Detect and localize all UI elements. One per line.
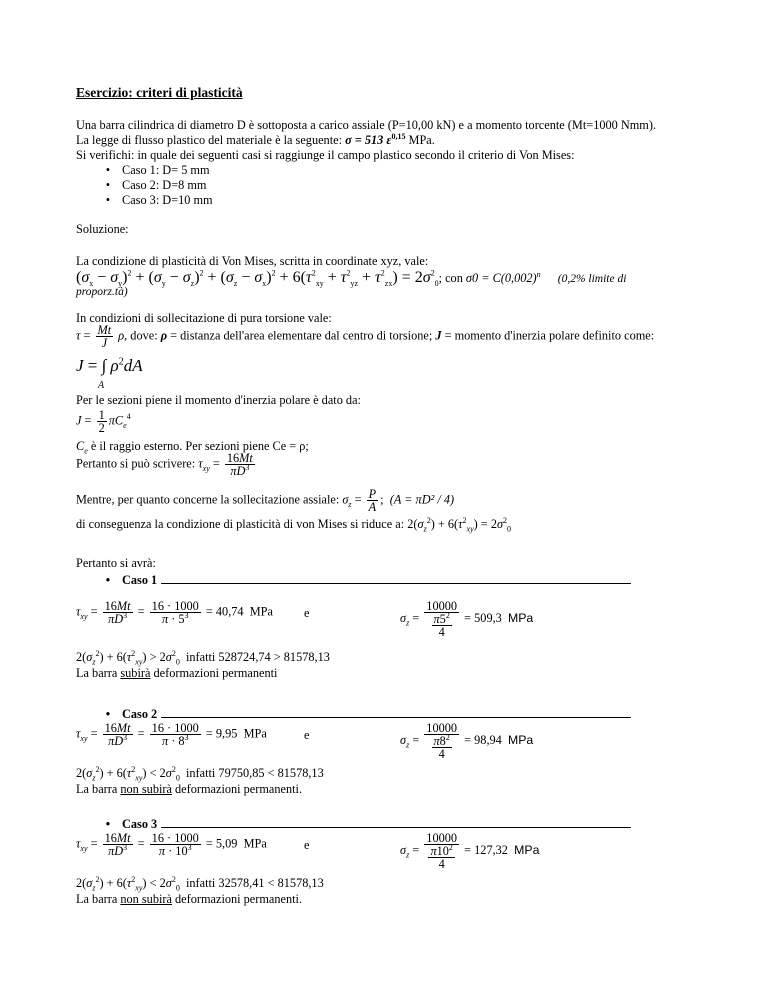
solution-label: Soluzione: (76, 222, 129, 236)
flow-law-formula: σ = 513 ε (345, 133, 392, 147)
torsion-intro: In condizioni di sollecitazione di pura torsione vale: (76, 311, 332, 325)
torsion-formula-line: τ = $\frac{Mt}{J}$ ρ, dove: ρ = distanza dell'area elementare dal centro di torsione; J = momento d'inerzia polare definito come: (76, 323, 655, 350)
case-list-item: • Caso 2: D=8 mm (105, 178, 207, 192)
case-2-result: La barra non subirà deformazioni permanenti. (76, 782, 303, 796)
intro-line-3: Si verifichi: in quale dei seguenti casi si raggiunge il campo plastico secondo il criterio di Von Mises: (76, 148, 575, 162)
von-mises-equation: $(\sigma_x - \sigma_y)^2 + (\sigma_y - \sigma_z)^2 + (\sigma_z - \sigma_x)^2 + 6(\tau^2_{xy} + \tau^2_{yz} + \tau^2_{zx}) = 2\sigma^2_0$; con $\sigma 0 = C(0,002)^n$ (0,2% limite di (76, 268, 627, 289)
case-heading-2: • Caso 2 (76, 705, 631, 722)
case-2-sigma: $\sigma_z$ = $\frac{10000}{\frac{\pi 8^2}{4}}$ = 98,94 MPa (400, 721, 534, 761)
case-3-sigma: $\sigma_z$ = $\frac{10000}{\frac{\pi 10^2}{4}}$ = 127,32 MPa (400, 831, 540, 871)
vm-note-2: proporz.tà) (76, 286, 128, 298)
case-heading-3: • Caso 3 (76, 815, 631, 832)
polar-formula: J = $\frac{1}{2}$ $\pi C_e^4$ (76, 408, 131, 435)
case-3-result: La barra non subirà deformazioni permanenti. (76, 892, 303, 906)
intro-line-2: La legge di flusso plastico del materiale è la seguente: σ = 513 $\varepsilon^{0,15}$ MPa. (76, 131, 435, 147)
case-2-check: $2(\sigma_z^2) + 6(\tau^2_{xy}) < 2\sigma^2_0$ infatti 79750,85 < 81578,13 (76, 764, 324, 783)
case-2-tau: $\tau_{xy}$ = $\frac{16Mt}{\pi D^3}$ = $\frac{16 \cdot 1000}{\pi \cdot 8^3}$ = 9,95 MPa (76, 721, 267, 748)
pertanto-avra: Pertanto si avrà: (76, 556, 156, 570)
tau-formula-line: Pertanto si può scrivere: $\tau_{xy}$ = $\frac{16Mt}{\pi D^3}$ (76, 451, 253, 478)
case-1-sigma: $\sigma_z$ = $\frac{10000}{\frac{\pi 5^2}{4}}$ = 509,3 MPa (400, 599, 534, 639)
case-1-result: La barra subirà deformazioni permanenti (76, 666, 278, 680)
vm-intro-text: La condizione di plasticità di Von Mises, scritta in coordinate xyz, vale: (76, 254, 429, 268)
document-title: Esercizio: criteri di plasticità (76, 85, 243, 100)
axial-line: Mentre, per quanto concerne la sollecitazione assiale: $\sigma_z$ = $\frac{P}{A}$ ; (A = πD² / 4) (76, 487, 455, 514)
integral-subscript: A (98, 380, 105, 391)
reduced-criterion-line: di conseguenza la condizione di plasticità di von Mises si riduce a: $2(\sigma_z^2) + 6(\tau^2_{xy}) = 2\sigma^2_0$ (76, 515, 512, 534)
case-3-tau: $\tau_{xy}$ = $\frac{16Mt}{\pi D^3}$ = $\frac{16 \cdot 1000}{\pi \cdot 10^3}$ = 5,09 MPa (76, 831, 267, 858)
sigma0-formula: σ0 = C(0,002) (465, 271, 537, 285)
case-list-item: • Caso 1: D= 5 mm (105, 163, 210, 177)
intro-line-1: Una barra cilindrica di diametro D è sottoposta a carico assiale (P=10,00 kN) e a momento torcente (Mt=1000 Nmm). (76, 118, 657, 132)
vm-note: (0,2% limite di (557, 273, 627, 285)
case-1-tau: $\tau_{xy}$ = $\frac{16Mt}{\pi D^3}$ = $\frac{16 \cdot 1000}{\pi \cdot 5^3}$ = 40,74 MPa (76, 599, 273, 626)
case-3-check: $2(\sigma_z^2) + 6(\tau^2_{xy}) < 2\sigma^2_0$ infatti 32578,41 < 81578,13 (76, 874, 324, 893)
case-list-item: • Caso 3: D=10 mm (105, 193, 213, 207)
ce-line: $C_e$ è il raggio esterno. Per sezioni piene Ce = ρ; (76, 439, 309, 456)
polar-integral: J = ∫ $\rho^2dA$ (76, 356, 143, 375)
case-heading-1: • Caso 1 (76, 571, 631, 588)
case-1-check: $2(\sigma_z^2) + 6(\tau^2_{xy}) > 2\sigma^2_0$ infatti 528724,74 > 81578,13 (76, 648, 330, 667)
polar-text: Per le sezioni piene il momento d'inerzia polare è dato da: (76, 393, 361, 407)
